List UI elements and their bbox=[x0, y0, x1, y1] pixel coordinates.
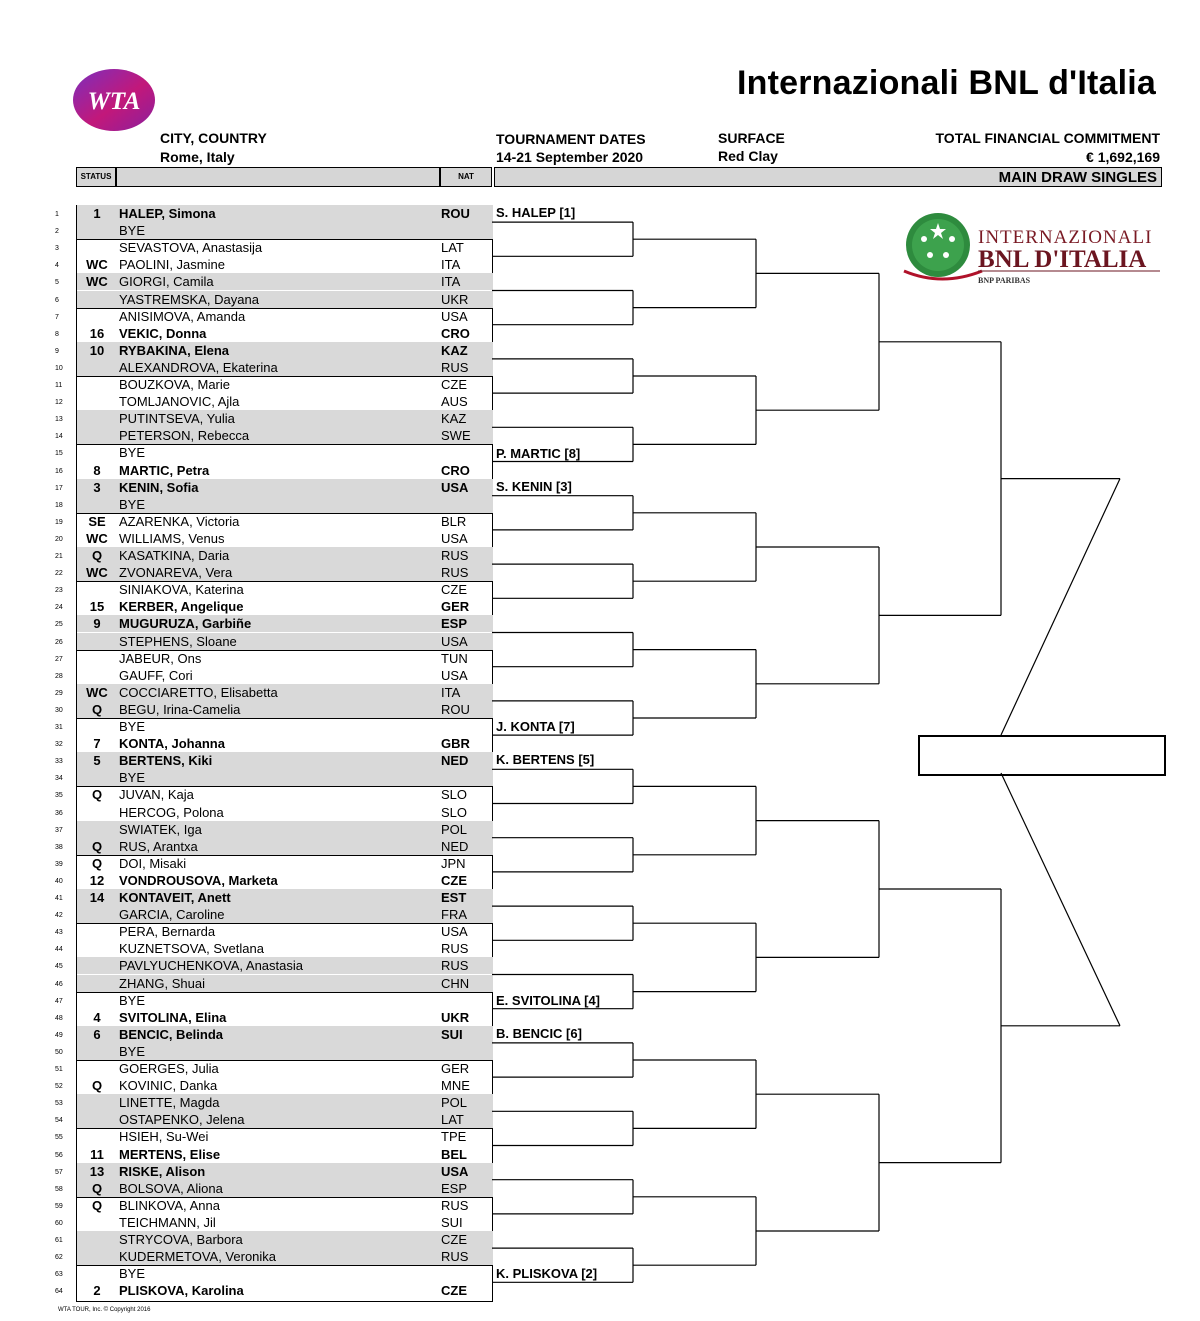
draw-position: 41 bbox=[55, 895, 63, 902]
city-label: CITY, COUNTRY bbox=[160, 130, 267, 146]
player-nat: CZE bbox=[441, 1283, 467, 1299]
draw-position: 17 bbox=[55, 484, 63, 492]
player-name: PERA, Bernarda bbox=[119, 924, 216, 940]
draw-position: 7 bbox=[55, 313, 59, 321]
draw-position: 42 bbox=[55, 912, 63, 920]
draw-position: 60 bbox=[55, 1219, 63, 1227]
player-name: MARTIC, Petra bbox=[119, 462, 210, 478]
player-name: KOVINIC, Danka bbox=[119, 1078, 218, 1094]
draw-position: 52 bbox=[55, 1083, 63, 1091]
player-nat: NED bbox=[441, 838, 469, 854]
draw-position: 38 bbox=[55, 843, 63, 851]
draw-position: 14 bbox=[55, 433, 63, 441]
draw-position: 63 bbox=[55, 1271, 63, 1279]
draw-position: 33 bbox=[55, 758, 63, 766]
draw-position: 30 bbox=[55, 706, 63, 714]
player-name: BYE bbox=[119, 223, 146, 239]
draw-position: 11 bbox=[55, 382, 63, 389]
player-name: GAUFF, Cori bbox=[119, 667, 193, 683]
player-name: VONDROUSOVA, Marketa bbox=[119, 872, 278, 888]
player-nat: EST bbox=[441, 890, 467, 905]
player-name: BENCIC, Belinda bbox=[119, 1026, 224, 1042]
player-nat: AUS bbox=[441, 394, 468, 410]
commitment-label: TOTAL FINANCIAL COMMITMENT bbox=[935, 130, 1160, 146]
player-name: PAOLINI, Jasmine bbox=[119, 257, 225, 273]
player-status: 8 bbox=[93, 462, 101, 478]
player-nat: RUS bbox=[441, 958, 469, 974]
player-status: WC bbox=[86, 684, 108, 700]
player-name: PLISKOVA, Karolina bbox=[119, 1283, 244, 1299]
player-name: BYE bbox=[119, 496, 146, 512]
player-status: 4 bbox=[93, 1009, 101, 1025]
draw-position: 45 bbox=[55, 963, 63, 971]
player-nat: TPE bbox=[441, 1129, 467, 1145]
player-status: 13 bbox=[89, 1163, 105, 1179]
player-nat: USA bbox=[441, 633, 468, 649]
player-status: 16 bbox=[89, 325, 105, 341]
draw-position: 12 bbox=[55, 399, 63, 407]
player-nat: CRO bbox=[441, 325, 470, 341]
surface-label: SURFACE bbox=[718, 130, 785, 146]
round-advance-label: E. SVITOLINA [4] bbox=[496, 992, 601, 1008]
player-nat: USA bbox=[441, 530, 468, 546]
player-nat: UKR bbox=[441, 291, 469, 307]
player-nat: ITA bbox=[441, 274, 461, 290]
draw-position: 58 bbox=[55, 1185, 63, 1193]
player-name: BYE bbox=[119, 719, 146, 734]
champion-box bbox=[918, 735, 1166, 776]
player-name: TEICHMANN, Jil bbox=[119, 1214, 216, 1230]
draw-position: 39 bbox=[55, 860, 63, 868]
draw-position: 51 bbox=[55, 1066, 63, 1073]
draw-position: 56 bbox=[55, 1151, 63, 1159]
player-name: BEGU, Irina-Camelia bbox=[119, 701, 241, 717]
player-name: OSTAPENKO, Jelena bbox=[119, 1112, 245, 1128]
draw-position: 25 bbox=[55, 621, 63, 629]
round-advance-label: B. BENCIC [6] bbox=[496, 1025, 582, 1041]
player-name: ZVONAREVA, Vera bbox=[119, 565, 233, 581]
player-name: DOI, Misaki bbox=[119, 855, 187, 871]
draw-position: 21 bbox=[55, 553, 63, 560]
draw-position: 9 bbox=[55, 347, 59, 355]
player-nat: CHN bbox=[441, 975, 470, 991]
wta-logo-text: WTA bbox=[87, 88, 141, 115]
draw-position: 22 bbox=[55, 570, 63, 578]
draw-position: 3 bbox=[55, 245, 59, 253]
player-status: 9 bbox=[93, 616, 101, 632]
player-nat: NED bbox=[441, 753, 469, 769]
player-name: BOLSOVA, Aliona bbox=[119, 1180, 223, 1196]
player-status: 11 bbox=[90, 1146, 104, 1162]
draw-position: 53 bbox=[55, 1100, 63, 1108]
player-name: SVITOLINA, Elina bbox=[119, 1009, 227, 1025]
player-nat: USA bbox=[441, 1163, 469, 1179]
player-name: BYE bbox=[119, 1043, 146, 1059]
player-nat: SUI bbox=[441, 1026, 463, 1042]
round-advance-label: S. KENIN [3] bbox=[496, 478, 572, 494]
player-nat: RUS bbox=[441, 941, 469, 957]
draw-position: 20 bbox=[55, 535, 63, 543]
player-name: VEKIC, Donna bbox=[119, 325, 207, 341]
player-nat: ROU bbox=[441, 206, 470, 221]
player-nat: RUS bbox=[441, 548, 469, 563]
player-nat: BEL bbox=[441, 1146, 467, 1162]
player-status: 5 bbox=[93, 753, 101, 769]
player-nat: MNE bbox=[441, 1078, 470, 1094]
player-status: SE bbox=[88, 513, 106, 529]
player-name: HERCOG, Polona bbox=[119, 804, 224, 820]
draw-position: 19 bbox=[55, 518, 63, 526]
nat-column-header: NAT bbox=[440, 167, 492, 187]
draw-position: 1 bbox=[55, 211, 59, 218]
draw-position: 4 bbox=[55, 262, 59, 270]
player-status: 14 bbox=[89, 890, 105, 905]
player-name: WILLIAMS, Venus bbox=[119, 530, 225, 546]
player-nat: USA bbox=[441, 667, 468, 683]
player-status: WC bbox=[86, 530, 108, 546]
round-advance-label: J. KONTA [7] bbox=[496, 719, 575, 735]
draw-position: 24 bbox=[55, 604, 63, 612]
player-nat: BLR bbox=[441, 513, 467, 529]
player-nat: ITA bbox=[441, 257, 461, 273]
draw-position: 18 bbox=[55, 501, 63, 509]
player-status: WC bbox=[86, 257, 108, 273]
player-name: BYE bbox=[119, 1266, 146, 1282]
player-name: GARCIA, Caroline bbox=[119, 907, 225, 923]
player-name: HALEP, Simona bbox=[119, 206, 216, 221]
player-name: KASATKINA, Daria bbox=[119, 548, 230, 563]
player-nat: KAZ bbox=[441, 342, 468, 358]
player-status: 10 bbox=[89, 342, 105, 358]
player-nat: SLO bbox=[441, 787, 468, 803]
player-name: PUTINTSEVA, Yulia bbox=[119, 411, 235, 427]
bracket-line bbox=[1001, 773, 1120, 1026]
player-name: KERBER, Angelique bbox=[119, 599, 244, 615]
draw-position: 2 bbox=[55, 228, 59, 236]
player-nat: POL bbox=[441, 1095, 468, 1111]
round-advance-label: P. MARTIC [8] bbox=[496, 445, 581, 461]
copyright: WTA TOUR, Inc. © Copyright 2016 bbox=[58, 1307, 151, 1313]
city-value: Rome, Italy bbox=[160, 149, 235, 165]
draw-position: 44 bbox=[55, 946, 63, 954]
draw-position: 50 bbox=[55, 1048, 63, 1056]
draw-position: 16 bbox=[55, 467, 63, 475]
draw-position: 34 bbox=[55, 775, 63, 783]
player-nat: USA bbox=[441, 308, 468, 324]
draw-label: MAIN DRAW SINGLES bbox=[998, 169, 1157, 186]
sponsor-line1: INTERNAZIONALI bbox=[978, 227, 1153, 248]
player-status: Q bbox=[91, 855, 103, 871]
player-name: KUZNETSOVA, Svetlana bbox=[119, 941, 264, 957]
player-name: STRYCOVA, Barbora bbox=[119, 1232, 243, 1247]
player-name: KUDERMETOVA, Veronika bbox=[119, 1249, 277, 1265]
draw-position: 64 bbox=[55, 1288, 63, 1296]
player-name: BERTENS, Kiki bbox=[119, 753, 213, 769]
commitment-value: € 1,692,169 bbox=[1086, 149, 1160, 165]
player-nat: GBR bbox=[441, 736, 470, 752]
player-name: AZARENKA, Victoria bbox=[119, 513, 240, 529]
draw-position: 43 bbox=[55, 929, 63, 937]
player-nat: LAT bbox=[441, 1112, 464, 1128]
player-status: 15 bbox=[89, 599, 105, 615]
player-nat: GER bbox=[441, 1061, 470, 1076]
player-name: COCCIARETTO, Elisabetta bbox=[119, 684, 278, 700]
player-status: 3 bbox=[93, 479, 101, 495]
draw-position: 49 bbox=[55, 1031, 63, 1039]
player-name: KONTAVEIT, Anett bbox=[119, 890, 231, 905]
player-name: SINIAKOVA, Katerina bbox=[119, 582, 244, 598]
player-nat: USA bbox=[441, 924, 468, 940]
player-nat: KAZ bbox=[441, 411, 467, 427]
player-status: WC bbox=[86, 274, 108, 290]
player-name: RUS, Arantxa bbox=[119, 838, 198, 854]
draw-position: 57 bbox=[55, 1168, 63, 1176]
round-advance-label: K. BERTENS [5] bbox=[496, 752, 595, 768]
sponsor-line2: BNL D'ITALIA bbox=[978, 246, 1147, 273]
player-name: RISKE, Alison bbox=[119, 1163, 206, 1179]
round-advance-label: K. PLISKOVA [2] bbox=[496, 1266, 598, 1282]
draw-position: 27 bbox=[55, 655, 63, 663]
player-name: GOERGES, Julia bbox=[119, 1061, 219, 1076]
draw-position: 15 bbox=[55, 450, 63, 458]
dates-label: TOURNAMENT DATES bbox=[496, 131, 646, 147]
player-nat: ITA bbox=[441, 684, 461, 700]
draw-position: 37 bbox=[55, 826, 63, 834]
player-name: MERTENS, Elise bbox=[119, 1146, 221, 1162]
draw-position: 36 bbox=[55, 809, 63, 817]
player-name: GIORGI, Camila bbox=[119, 274, 214, 290]
player-name: KONTA, Johanna bbox=[119, 736, 225, 752]
player-name: BOUZKOVA, Marie bbox=[119, 377, 231, 392]
draw-position: 35 bbox=[55, 792, 63, 800]
player-status: 7 bbox=[93, 736, 101, 752]
player-status: 2 bbox=[93, 1283, 101, 1299]
player-status: Q bbox=[91, 1078, 103, 1094]
player-name: ANISIMOVA, Amanda bbox=[119, 308, 246, 324]
player-status: Q bbox=[91, 1180, 103, 1196]
dates-value: 14-21 September 2020 bbox=[496, 149, 644, 165]
player-status: Q bbox=[91, 838, 103, 854]
status-column-header: STATUS bbox=[76, 167, 116, 187]
player-nat: JPN bbox=[441, 855, 466, 871]
player-status: WC bbox=[86, 565, 108, 581]
player-name: STEPHENS, Sloane bbox=[119, 633, 237, 649]
draw-position: 10 bbox=[55, 364, 63, 372]
player-name: RYBAKINA, Elena bbox=[119, 342, 230, 358]
player-name: ZHANG, Shuai bbox=[119, 975, 205, 991]
player-nat: ESP bbox=[441, 1180, 468, 1196]
player-nat: LAT bbox=[441, 240, 464, 256]
player-name: PAVLYUCHENKOVA, Anastasia bbox=[119, 958, 303, 974]
player-nat: CZE bbox=[441, 377, 467, 392]
player-nat: POL bbox=[441, 821, 468, 837]
player-nat: RUS bbox=[441, 1197, 469, 1213]
player-status: 6 bbox=[93, 1026, 101, 1042]
round-advance-label: S. HALEP [1] bbox=[496, 205, 576, 220]
player-status: Q bbox=[91, 548, 103, 563]
draw-position: 29 bbox=[55, 689, 63, 697]
player-status: 1 bbox=[93, 206, 101, 221]
player-nat: RUS bbox=[441, 359, 469, 375]
draw-position: 47 bbox=[55, 997, 63, 1005]
player-nat: UKR bbox=[441, 1009, 470, 1025]
player-name: KENIN, Sofia bbox=[119, 479, 199, 495]
player-status: Q bbox=[91, 1197, 103, 1213]
draw-position: 59 bbox=[55, 1202, 63, 1210]
player-name: BYE bbox=[119, 770, 146, 786]
player-nat: TUN bbox=[441, 650, 468, 666]
player-name: BYE bbox=[119, 992, 146, 1008]
player-name: JUVAN, Kaja bbox=[119, 787, 194, 803]
player-nat: GER bbox=[441, 599, 470, 615]
draw-position: 5 bbox=[55, 279, 59, 287]
tournament-title: Internazionali BNL d'Italia bbox=[736, 64, 1156, 102]
draw-position: 55 bbox=[55, 1134, 63, 1142]
draw-position: 54 bbox=[55, 1117, 63, 1125]
player-nat: USA bbox=[441, 479, 469, 495]
sponsor-line3: BNP PARIBAS bbox=[978, 276, 1031, 285]
draw-position: 32 bbox=[55, 741, 63, 749]
player-status: Q bbox=[91, 787, 103, 803]
draw-position: 13 bbox=[55, 416, 63, 424]
bracket-line bbox=[1001, 479, 1120, 735]
draw-position: 48 bbox=[55, 1014, 63, 1022]
player-name: PETERSON, Rebecca bbox=[119, 428, 250, 444]
player-nat: CZE bbox=[441, 1232, 467, 1247]
player-nat: RUS bbox=[441, 1249, 469, 1265]
player-name: JABEUR, Ons bbox=[119, 650, 202, 666]
player-name: YASTREMSKA, Dayana bbox=[119, 291, 259, 307]
draw-position: 23 bbox=[55, 587, 63, 595]
draw-position: 6 bbox=[55, 296, 59, 304]
player-nat: ESP bbox=[441, 616, 468, 632]
player-name: BYE bbox=[119, 445, 146, 461]
player-name: ALEXANDROVA, Ekaterina bbox=[119, 359, 278, 375]
player-nat: RUS bbox=[441, 565, 469, 581]
draw-position: 8 bbox=[55, 330, 59, 338]
player-name: LINETTE, Magda bbox=[119, 1095, 220, 1111]
player-nat: CZE bbox=[441, 872, 467, 888]
player-name: HSIEH, Su-Wei bbox=[119, 1129, 209, 1145]
player-name: SEVASTOVA, Anastasija bbox=[119, 240, 263, 256]
player-nat: FRA bbox=[441, 907, 467, 923]
player-nat: SLO bbox=[441, 804, 468, 820]
player-nat: CZE bbox=[441, 582, 467, 598]
draw-position: 31 bbox=[55, 724, 63, 731]
draw-position: 46 bbox=[55, 980, 63, 988]
player-name: TOMLJANOVIC, Ajla bbox=[119, 394, 240, 410]
player-nat: ROU bbox=[441, 701, 470, 717]
player-status: Q bbox=[91, 701, 103, 717]
player-status: 12 bbox=[89, 872, 105, 888]
player-nat: SWE bbox=[441, 428, 471, 444]
player-nat: SUI bbox=[441, 1214, 463, 1230]
surface-value: Red Clay bbox=[718, 148, 778, 164]
draw-position: 61 bbox=[55, 1237, 63, 1244]
draw-position: 40 bbox=[55, 877, 63, 885]
draw-position: 28 bbox=[55, 672, 63, 680]
player-name: BLINKOVA, Anna bbox=[119, 1197, 220, 1213]
player-name: SWIATEK, Iga bbox=[119, 821, 202, 837]
player-name: MUGURUZA, Garbiñe bbox=[119, 616, 252, 632]
player-nat: CRO bbox=[441, 462, 470, 478]
draw-position: 26 bbox=[55, 638, 63, 646]
draw-position: 62 bbox=[55, 1254, 63, 1262]
